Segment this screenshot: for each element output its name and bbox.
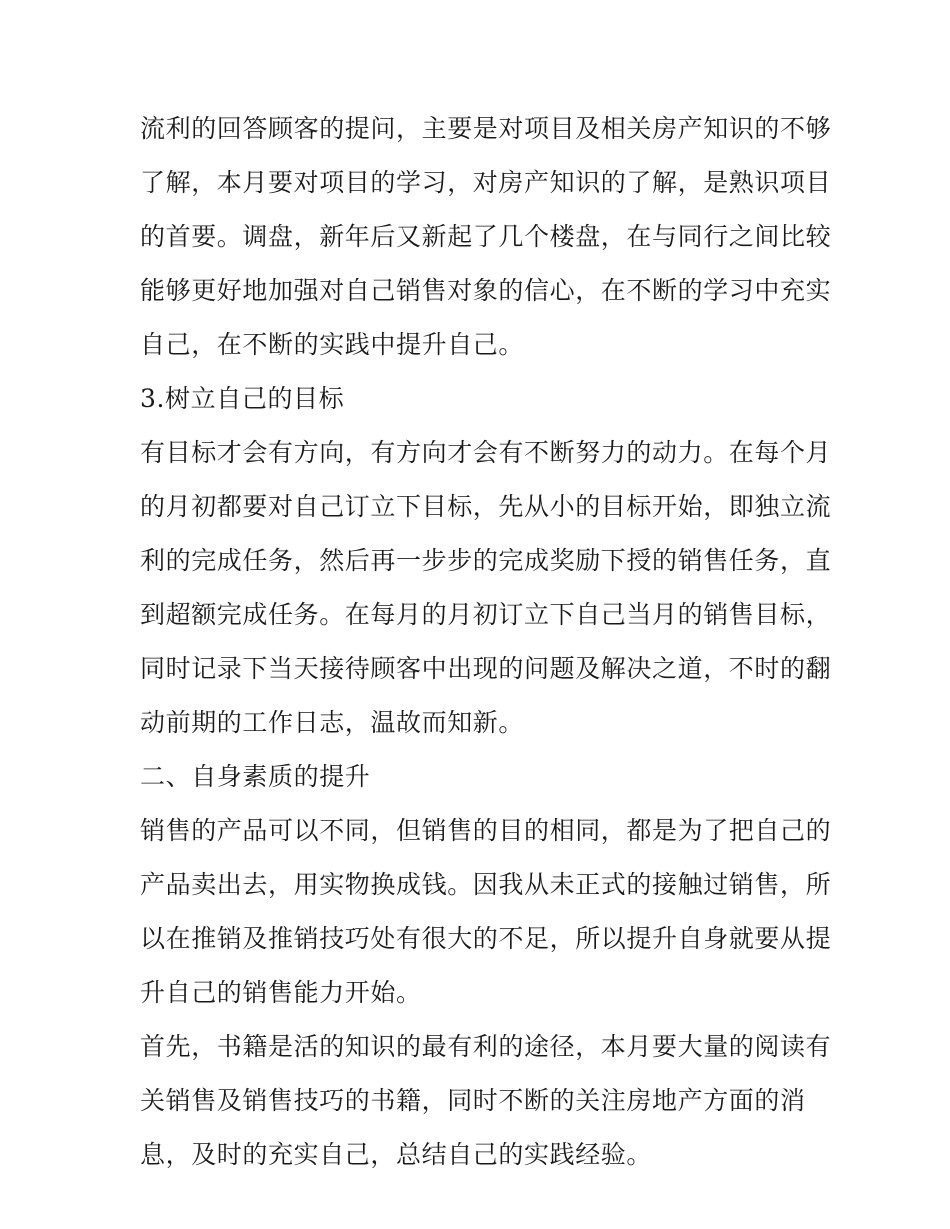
text-line: 同时记录下当天接待顾客中出现的问题及解决之道，不时的翻 (140, 654, 832, 683)
text-line: 升自己的销售能力开始。 (140, 978, 422, 1007)
text-line: 的首要。调盘，新年后又新起了几个楼盘，在与同行之间比较 (140, 222, 832, 251)
text-line: 能够更好地加强对自己销售对象的信心，在不断的学习中充实 (140, 276, 832, 305)
text-line: 首先，书籍是活的知识的最有利的途径，本月要大量的阅读有 (140, 1032, 832, 1061)
text-line: 到超额完成任务。在每月的月初订立下自己当月的销售目标， (140, 600, 832, 629)
text-line: 息，及时的充实自己，总结自己的实践经验。 (140, 1140, 653, 1169)
text-line: 动前期的工作日志，温故而知新。 (140, 708, 525, 737)
text-line: 的月初都要对自己订立下目标，先从小的目标开始，即独立流 (140, 492, 832, 521)
text-line: 了解，本月要对项目的学习，对房产知识的了解，是熟识项目 (140, 168, 832, 197)
text-line: 关销售及销售技巧的书籍，同时不断的关注房地产方面的消 (140, 1086, 806, 1115)
text-line: 产品卖出去，用实物换成钱。因我从未正式的接触过销售，所 (140, 870, 832, 899)
text-line: 销售的产品可以不同，但销售的目的相同，都是为了把自己的 (140, 816, 832, 845)
text-line: 流利的回答顾客的提问，主要是对项目及相关房产知识的不够 (140, 114, 832, 143)
section-heading: 二、自身素质的提升 (140, 762, 371, 791)
text-line: 以在推销及推销技巧处有很大的不足，所以提升自身就要从提 (140, 924, 832, 953)
section-heading: 3.树立自己的目标 (140, 384, 345, 413)
text-line: 自己，在不断的实践中提升自己。 (140, 330, 525, 359)
text-line: 利的完成任务，然后再一步步的完成奖励下授的销售任务，直 (140, 546, 832, 575)
text-line: 有目标才会有方向，有方向才会有不断努力的动力。在每个月 (140, 438, 832, 467)
document-body (140, 102, 832, 1182)
